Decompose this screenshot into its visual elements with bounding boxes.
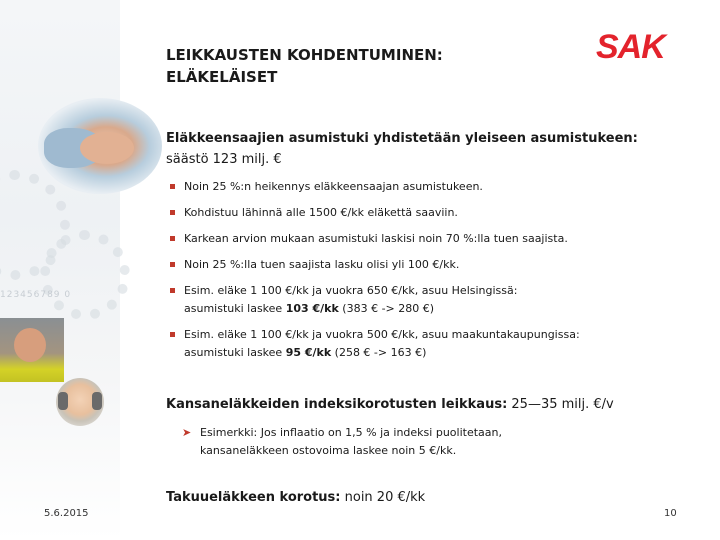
- title-line-2: ELÄKELÄISET: [166, 68, 278, 86]
- list-item: [170, 282, 690, 318]
- arrow-right-icon: ➤: [182, 426, 192, 439]
- section-asumistuki-value: säästö 123 milj. €: [166, 152, 282, 167]
- asumistuki-bullet-list: [170, 178, 690, 370]
- section-indeksi-heading: [166, 394, 686, 415]
- bullet-text-pre: asumistuki laskee: [184, 302, 286, 315]
- list-item: [170, 178, 690, 196]
- left-decorative-strip: [0, 0, 120, 540]
- gear-decoration: [40, 230, 130, 320]
- bullet-text-post: (383 € -> 280 €): [338, 302, 435, 315]
- section-takuu-value: noin 20 €/kk: [340, 490, 426, 505]
- page-number: 10: [664, 508, 677, 519]
- section-takuu-title: Takuueläkkeen korotus:: [166, 490, 341, 505]
- list-item: [170, 256, 690, 274]
- bullet-text-bold: 95 €/kk: [285, 346, 332, 359]
- list-item: [170, 326, 690, 362]
- bullet-text-post: (258 € -> 163 €): [331, 346, 427, 359]
- bullet-square-icon: [170, 288, 175, 293]
- bullet-text: Esim. eläke 1 100 €/kk ja vuokra 650 €/kk, asuu Helsingissä:: [184, 284, 518, 297]
- footer-date: 5.6.2015: [44, 508, 89, 519]
- sak-logo: SAK: [596, 28, 665, 66]
- section-asumistuki-heading: [166, 128, 686, 170]
- worker-photo: [0, 318, 64, 382]
- title-line-1: LEIKKAUSTEN KOHDENTUMINEN:: [166, 46, 443, 64]
- section-asumistuki-title: Eläkkeensaajien asumistuki yhdistetään yleiseen asumistukeen:: [166, 131, 638, 146]
- handshake-photo: [38, 98, 162, 194]
- list-item: [182, 424, 682, 460]
- bullet-text-line2: [184, 344, 690, 362]
- section-indeksi-value: 25—35 milj. €/v: [507, 397, 614, 412]
- bullet-text: Karkean arvion mukaan asumistuki laskisi noin 70 %:lla tuen saajista.: [184, 232, 568, 245]
- example-text-line1: Esimerkki: Jos inflaatio on 1,5 % ja indeksi puolitetaan,: [200, 426, 502, 439]
- bullet-text: Noin 25 %:lla tuen saajista lasku olisi yli 100 €/kk.: [184, 258, 460, 271]
- bullet-text: Kohdistuu lähinnä alle 1500 €/kk eläkettä saaviin.: [184, 206, 458, 219]
- slide-title: [166, 44, 546, 88]
- list-item: [170, 204, 690, 222]
- section-indeksi-title: Kansaneläkkeiden indeksikorotusten leikkaus:: [166, 397, 508, 412]
- indeksi-example-list: [182, 424, 682, 460]
- bullet-text: Esim. eläke 1 100 €/kk ja vuokra 500 €/kk, asuu maakuntakaupungissa:: [184, 328, 580, 341]
- decor-numbers: 123456789 0: [0, 290, 72, 300]
- woman-headset-photo: [56, 378, 104, 426]
- bullet-square-icon: [170, 236, 175, 241]
- bullet-square-icon: [170, 210, 175, 215]
- bullet-text-line2: [184, 300, 690, 318]
- bullet-text-bold: 103 €/kk: [285, 302, 339, 315]
- bullet-square-icon: [170, 332, 175, 337]
- bullet-square-icon: [170, 262, 175, 267]
- list-item: [170, 230, 690, 248]
- bullet-text-pre: asumistuki laskee: [184, 346, 286, 359]
- example-text-line2: kansaneläkkeen ostovoima laskee noin 5 €/kk.: [200, 444, 457, 457]
- bullet-square-icon: [170, 184, 175, 189]
- bullet-text: Noin 25 %:n heikennys eläkkeensaajan asumistukeen.: [184, 180, 483, 193]
- section-takuu-heading: [166, 487, 646, 508]
